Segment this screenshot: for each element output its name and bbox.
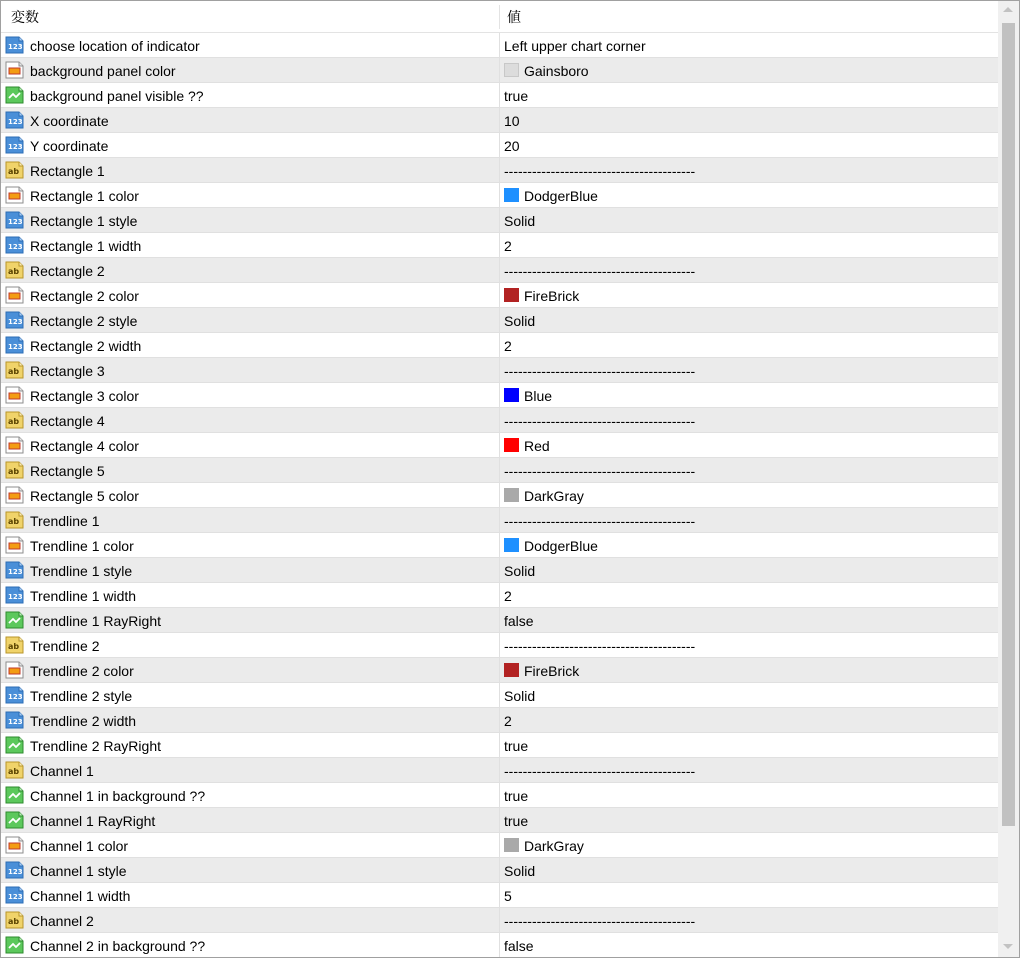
parameter-value[interactable]: 2 [504,713,512,729]
table-row[interactable] [1,83,998,108]
cell-divider [499,133,500,158]
cell-divider [499,308,500,333]
parameter-name: Rectangle 1 style [30,213,138,229]
svg-text:ab: ab [8,467,20,476]
integer-icon [5,586,25,604]
cell-divider [499,408,500,433]
parameter-name: Rectangle 3 [30,363,105,379]
scroll-up-arrow-icon[interactable] [1003,7,1013,12]
cell-divider [499,558,500,583]
integer-icon [5,36,25,54]
table-row[interactable] [1,108,998,133]
color-value[interactable]: Gainsboro [524,63,589,79]
parameter-name: Channel 1 width [30,888,131,904]
svg-text:123: 123 [8,43,23,51]
integer-icon [5,111,25,129]
parameter-name: X coordinate [30,113,109,129]
color-value[interactable]: Red [524,438,550,454]
cell-divider [499,508,500,533]
color-icon [5,61,25,79]
table-row[interactable] [1,308,998,333]
svg-text:123: 123 [8,343,23,351]
parameter-value[interactable]: ----------------------------------------- [504,638,696,654]
boolean-icon [5,936,25,954]
cell-divider [499,33,500,58]
svg-text:123: 123 [8,718,23,726]
table-row[interactable] [1,683,998,708]
column-divider[interactable] [499,5,500,29]
cell-divider [499,108,500,133]
parameter-value[interactable]: false [504,613,534,629]
parameter-value[interactable]: Solid [504,563,536,579]
parameter-name: Trendline 2 width [30,713,137,729]
parameter-value[interactable]: true [504,813,529,829]
string-icon [5,761,25,779]
cell-divider [499,183,500,208]
svg-text:123: 123 [8,218,23,226]
table-row[interactable] [1,158,998,183]
table-row[interactable] [1,433,998,458]
svg-text:123: 123 [8,868,23,876]
table-row[interactable] [1,233,998,258]
integer-icon [5,236,25,254]
parameter-name: Trendline 1 style [30,563,133,579]
color-value[interactable]: Blue [524,388,553,404]
string-icon [5,511,25,529]
parameter-name: Rectangle 2 [30,263,105,279]
table-row[interactable] [1,633,998,658]
color-value[interactable]: FireBrick [524,288,580,304]
parameter-name: Trendline 1 RayRight [30,613,161,629]
svg-text:123: 123 [8,893,23,901]
parameter-name: Channel 1 [30,763,94,779]
cell-divider [499,933,500,958]
string-icon [5,161,25,179]
color-value[interactable]: FireBrick [524,663,580,679]
svg-text:ab: ab [8,167,20,176]
table-row[interactable] [1,658,998,683]
parameter-name: Rectangle 5 [30,463,105,479]
cell-divider [499,208,500,233]
svg-text:123: 123 [8,693,23,701]
parameter-value[interactable]: 2 [504,238,512,254]
parameter-value[interactable]: ----------------------------------------- [504,913,696,929]
scroll-down-arrow-icon[interactable] [1003,944,1013,949]
table-row[interactable] [1,133,998,158]
parameter-name: Channel 1 RayRight [30,813,156,829]
boolean-icon [5,736,25,754]
column-header-value[interactable]: 値 [507,9,521,25]
string-icon [5,261,25,279]
cell-divider [499,608,500,633]
string-icon [5,461,25,479]
svg-text:ab: ab [8,367,20,376]
cell-divider [499,808,500,833]
table-row[interactable] [1,208,998,233]
color-icon [5,536,25,554]
parameter-value[interactable]: Solid [504,313,536,329]
color-swatch [504,838,519,852]
cell-divider [499,708,500,733]
cell-divider [499,333,500,358]
table-row[interactable] [1,908,998,933]
cell-divider [499,858,500,883]
svg-text:123: 123 [8,593,23,601]
color-icon [5,436,25,454]
integer-icon [5,561,25,579]
table-row[interactable] [1,458,998,483]
table-row[interactable] [1,33,998,58]
cell-divider [499,658,500,683]
table-row[interactable] [1,608,998,633]
svg-text:123: 123 [8,143,23,151]
table-row[interactable] [1,783,998,808]
table-row[interactable] [1,758,998,783]
color-value[interactable]: DarkGray [524,838,584,854]
parameter-value[interactable]: ----------------------------------------- [504,763,696,779]
table-body [1,33,998,958]
parameter-name: Rectangle 2 style [30,313,138,329]
table-row[interactable] [1,258,998,283]
parameter-name: Rectangle 2 width [30,338,142,354]
color-swatch [504,663,519,677]
cell-divider [499,458,500,483]
svg-text:ab: ab [8,267,20,276]
integer-icon [5,136,25,154]
parameter-value[interactable]: Solid [504,213,536,229]
boolean-icon [5,811,25,829]
color-value[interactable]: DarkGray [524,488,584,504]
parameter-value[interactable]: 2 [504,338,512,354]
cell-divider [499,733,500,758]
table-row[interactable] [1,58,998,83]
parameter-value[interactable]: ----------------------------------------- [504,363,696,379]
table-header [1,1,998,33]
string-icon [5,411,25,429]
table-row[interactable] [1,708,998,733]
svg-text:ab: ab [8,517,20,526]
cell-divider [499,533,500,558]
parameter-value[interactable]: 5 [504,888,512,904]
parameter-name: Trendline 1 [30,513,100,529]
parameter-value[interactable]: 20 [504,138,520,154]
cell-divider [499,58,500,83]
parameter-name: Channel 2 in background ?? [30,938,206,954]
color-icon [5,286,25,304]
color-swatch [504,538,519,552]
parameter-value[interactable]: ----------------------------------------- [504,463,696,479]
parameter-name: Channel 2 [30,913,94,929]
color-value[interactable]: DodgerBlue [524,538,598,554]
scrollbar-thumb[interactable] [1002,23,1015,826]
parameter-name: Trendline 2 RayRight [30,738,161,754]
parameter-value[interactable]: Solid [504,688,536,704]
color-swatch [504,63,519,77]
cell-divider [499,683,500,708]
cell-divider [499,83,500,108]
parameter-name: Trendline 1 width [30,588,137,604]
integer-icon [5,311,25,329]
cell-divider [499,883,500,908]
svg-text:ab: ab [8,767,20,776]
table-row[interactable] [1,583,998,608]
integer-icon [5,711,25,729]
parameter-value[interactable]: 2 [504,588,512,604]
color-icon [5,186,25,204]
parameter-name: Y coordinate [30,138,109,154]
table-row[interactable] [1,533,998,558]
vertical-scrollbar[interactable] [998,1,1019,957]
color-icon [5,486,25,504]
cell-divider [499,583,500,608]
boolean-icon [5,86,25,104]
color-swatch [504,288,519,302]
parameter-name: Trendline 1 color [30,538,134,554]
string-icon [5,361,25,379]
cell-divider [499,483,500,508]
color-icon [5,836,25,854]
parameter-name: Rectangle 2 color [30,288,139,304]
cell-divider [499,258,500,283]
parameter-name: Rectangle 4 [30,413,105,429]
parameter-name: Rectangle 1 [30,163,105,179]
parameter-value[interactable]: true [504,738,529,754]
parameter-name: Channel 1 style [30,863,127,879]
cell-divider [499,283,500,308]
svg-text:ab: ab [8,642,20,651]
parameter-value[interactable]: ----------------------------------------- [504,413,696,429]
cell-divider [499,358,500,383]
parameter-name: choose location of indicator [30,38,200,54]
boolean-icon [5,786,25,804]
cell-divider [499,433,500,458]
svg-text:ab: ab [8,917,20,926]
svg-text:123: 123 [8,118,23,126]
color-swatch [504,188,519,202]
color-icon [5,386,25,404]
table-row[interactable] [1,808,998,833]
table-row[interactable] [1,333,998,358]
integer-icon [5,886,25,904]
table-row[interactable] [1,183,998,208]
table-row[interactable] [1,733,998,758]
svg-text:123: 123 [8,568,23,576]
parameter-value[interactable]: true [504,88,529,104]
color-icon [5,661,25,679]
parameter-name: Trendline 2 color [30,663,134,679]
table-row[interactable] [1,933,998,958]
table-row[interactable] [1,558,998,583]
parameter-value[interactable]: true [504,788,529,804]
svg-text:123: 123 [8,243,23,251]
parameter-value[interactable]: false [504,938,534,954]
parameter-name: Channel 1 in background ?? [30,788,206,804]
parameter-name: Rectangle 3 color [30,388,139,404]
parameter-value[interactable]: ----------------------------------------- [504,513,696,529]
table-row[interactable] [1,283,998,308]
string-icon [5,911,25,929]
table-row[interactable] [1,408,998,433]
parameter-value[interactable]: Solid [504,863,536,879]
table-row[interactable] [1,508,998,533]
cell-divider [499,833,500,858]
parameter-value[interactable]: 10 [504,113,520,129]
string-icon [5,636,25,654]
parameter-value[interactable]: Left upper chart corner [504,38,646,54]
integer-icon [5,211,25,229]
parameter-value[interactable]: ----------------------------------------- [504,163,696,179]
color-value[interactable]: DodgerBlue [524,188,598,204]
color-swatch [504,488,519,502]
parameter-name: Trendline 2 style [30,688,133,704]
table-row[interactable] [1,358,998,383]
parameter-name: Trendline 2 [30,638,100,654]
cell-divider [499,633,500,658]
parameter-name: background panel color [30,63,176,79]
parameter-name: Rectangle 4 color [30,438,139,454]
cell-divider [499,908,500,933]
table-row[interactable] [1,483,998,508]
table-row[interactable] [1,383,998,408]
integer-icon [5,861,25,879]
parameter-name: background panel visible ?? [30,88,204,104]
parameter-value[interactable]: ----------------------------------------- [504,263,696,279]
parameter-name: Channel 1 color [30,838,129,854]
svg-text:ab: ab [8,417,20,426]
color-swatch [504,388,519,402]
table-row[interactable] [1,858,998,883]
boolean-icon [5,611,25,629]
svg-text:123: 123 [8,318,23,326]
cell-divider [499,233,500,258]
cell-divider [499,383,500,408]
table-row[interactable] [1,883,998,908]
parameter-name: Rectangle 1 color [30,188,139,204]
parameter-name: Rectangle 1 width [30,238,142,254]
cell-divider [499,758,500,783]
column-header-variable[interactable]: 変数 [11,9,39,25]
cell-divider [499,158,500,183]
integer-icon [5,686,25,704]
parameter-name: Rectangle 5 color [30,488,139,504]
integer-icon [5,336,25,354]
cell-divider [499,783,500,808]
table-row[interactable] [1,833,998,858]
color-swatch [504,438,519,452]
